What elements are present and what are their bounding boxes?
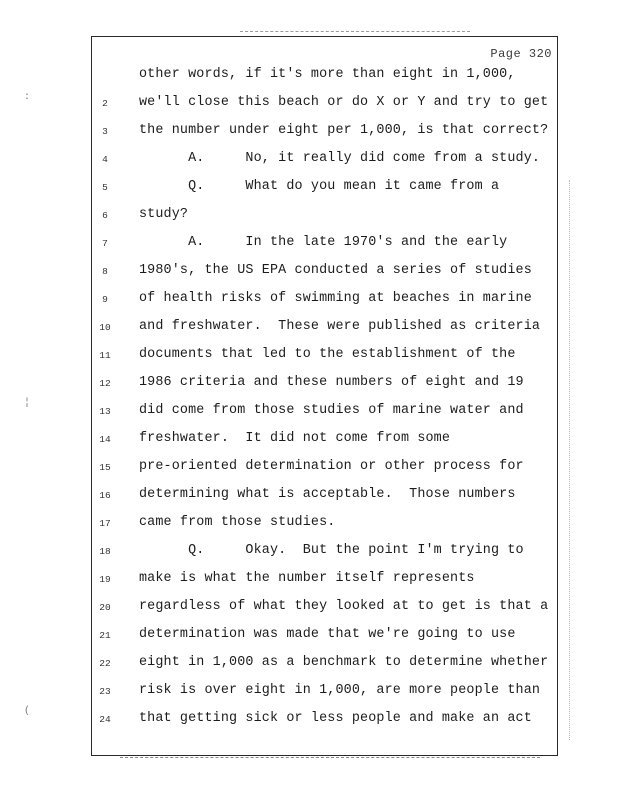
transcript-line <box>0 206 618 226</box>
line-text: that getting sick or less people and make an act <box>139 711 532 726</box>
line-number: 2 <box>102 98 108 109</box>
transcript-line <box>0 94 618 114</box>
transcript-line <box>0 66 618 86</box>
line-text: did come from those studies of marine water and <box>139 403 524 418</box>
line-text: eight in 1,000 as a benchmark to determine whether <box>139 655 549 670</box>
transcript-line <box>0 486 618 506</box>
margin-speck: : <box>24 92 31 103</box>
line-text: of health risks of swimming at beaches in marine <box>139 291 532 306</box>
line-number: 16 <box>99 490 111 501</box>
transcript-line <box>0 150 618 170</box>
line-text: study? <box>139 207 189 222</box>
line-number: 14 <box>99 434 111 445</box>
transcript-line <box>0 654 618 674</box>
line-text: the number under eight per 1,000, is that correct? <box>139 123 549 138</box>
line-number: 5 <box>102 182 108 193</box>
line-number: 13 <box>99 406 111 417</box>
transcript-line <box>0 262 618 282</box>
transcript-line <box>0 122 618 142</box>
page-number: Page 320 <box>490 47 552 61</box>
transcript-line <box>0 458 618 478</box>
line-number: 18 <box>99 546 111 557</box>
margin-speck: ¦ <box>24 398 31 409</box>
line-text: regardless of what they looked at to get is that a <box>139 599 549 614</box>
transcript-line <box>0 346 618 366</box>
line-number: 9 <box>102 294 108 305</box>
line-text: Q. What do you mean it came from a <box>139 179 500 194</box>
transcript-line <box>0 514 618 534</box>
line-text: A. No, it really did come from a study. <box>139 151 541 166</box>
line-number: 11 <box>99 350 111 361</box>
transcript-line <box>0 542 618 562</box>
transcript-line <box>0 234 618 254</box>
transcript-line <box>0 290 618 310</box>
line-text: risk is over eight in 1,000, are more people than <box>139 683 541 698</box>
line-number: 21 <box>99 630 111 641</box>
transcript-line <box>0 626 618 646</box>
transcript-line <box>0 570 618 590</box>
line-text: A. In the late 1970's and the early <box>139 235 508 250</box>
line-number: 7 <box>102 238 108 249</box>
line-number: 10 <box>99 322 111 333</box>
line-number: 4 <box>102 154 108 165</box>
line-text: make is what the number itself represents <box>139 571 475 586</box>
line-text: came from those studies. <box>139 515 336 530</box>
line-number: 12 <box>99 378 111 389</box>
transcript-line <box>0 402 618 422</box>
line-text: freshwater. It did not come from some <box>139 431 451 446</box>
transcript-line <box>0 598 618 618</box>
transcript-line <box>0 374 618 394</box>
transcript-line <box>0 430 618 450</box>
line-number: 8 <box>102 266 108 277</box>
line-text: determining what is acceptable. Those numbers <box>139 487 516 502</box>
transcript-line <box>0 710 618 730</box>
transcript-page-frame <box>91 36 558 756</box>
line-text: and freshwater. These were published as criteria <box>139 319 541 334</box>
transcript-line <box>0 318 618 338</box>
line-text: Q. Okay. But the point I'm trying to <box>139 543 524 558</box>
line-text: other words, if it's more than eight in 1,000, <box>139 67 516 82</box>
line-number: 6 <box>102 210 108 221</box>
line-number: 15 <box>99 462 111 473</box>
line-number: 3 <box>102 126 108 137</box>
line-text: pre-oriented determination or other process for <box>139 459 524 474</box>
line-text: determination was made that we're going to use <box>139 627 516 642</box>
line-text: 1986 criteria and these numbers of eight and 19 <box>139 375 524 390</box>
line-number: 24 <box>99 714 111 725</box>
transcript-line <box>0 682 618 702</box>
line-number: 22 <box>99 658 111 669</box>
line-number: 19 <box>99 574 111 585</box>
line-text: documents that led to the establishment of the <box>139 347 516 362</box>
margin-speck: ( <box>24 706 31 717</box>
scan-artifact-bottom <box>120 757 540 759</box>
transcript-line <box>0 178 618 198</box>
line-text: we'll close this beach or do X or Y and try to get <box>139 95 549 110</box>
line-number: 23 <box>99 686 111 697</box>
line-number: 20 <box>99 602 111 613</box>
scan-artifact-top <box>240 31 470 33</box>
line-number: 17 <box>99 518 111 529</box>
line-text: 1980's, the US EPA conducted a series of studies <box>139 263 532 278</box>
